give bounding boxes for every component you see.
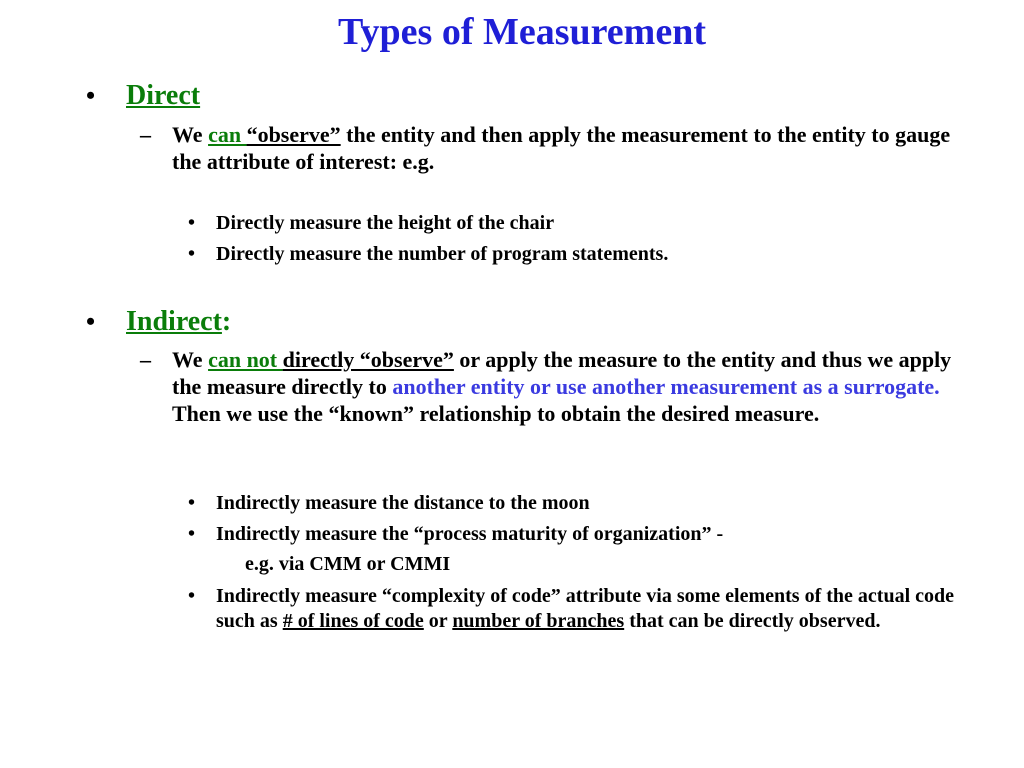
indirect-example-maturity-text: Indirectly measure the “process maturity of organization” - [216,523,724,545]
lines-of-code: # of lines of code [282,610,424,632]
number-of-branches: number of branches [452,610,625,632]
direct-rest: the entity and then apply the measurement to the entity to gauge the attribute of interest: e.g. [172,122,951,174]
direct-can: can [208,122,247,147]
bullet-icon: • [188,243,196,265]
slide-title: Types of Measurement [338,11,706,53]
complexity-text-b: that can be directly observed. [624,610,881,632]
bullet-icon: • [188,492,196,514]
direct-example-1 [188,211,978,236]
bullet-direct [86,80,200,112]
direct-example-2 [188,242,978,267]
dash-icon: – [140,347,151,372]
bullet-icon: • [86,307,96,336]
indirect-heading: Indirect [126,306,222,337]
indirect-example-maturity-cont: e.g. via CMM or CMMI [245,553,451,575]
bullet-icon: • [188,212,196,234]
direct-example-2-text: Directly measure the number of program statements. [216,243,669,265]
dash-icon: – [140,122,151,147]
bullet-indirect [86,306,231,338]
indirect-we: We [172,347,209,372]
indirect-example-complexity [188,584,978,634]
bullet-icon: • [86,81,96,110]
indirect-description [140,346,970,427]
direct-observe: “observe” [246,122,341,147]
indirect-example-moon [188,491,978,516]
indirect-example-moon-text: Indirectly measure the distance to the moon [216,492,590,514]
indirect-can-not: can not [208,347,283,372]
complexity-text-a: Indirectly measure “complexity of code” attribute via some elements of the actual code such as [216,585,954,632]
bullet-icon: • [188,523,196,545]
direct-example-1-text: Directly measure the height of the chair [216,212,555,234]
indirect-surrogate: another entity or use another measurement as a surrogate. [392,374,940,399]
bullet-icon: • [188,585,196,607]
direct-heading: Direct [126,80,201,111]
direct-we: We [172,122,209,147]
indirect-directly-observe: directly “observe” [282,347,454,372]
complexity-or: or [423,610,453,632]
direct-description [140,121,970,175]
indirect-end: Then we use the “known” relationship to obtain the desired measure. [172,401,820,426]
indirect-mid: or apply the measure to the entity and thus we apply the measure directly to [172,347,952,399]
indirect-colon: : [221,306,232,337]
indirect-example-maturity [188,522,978,547]
